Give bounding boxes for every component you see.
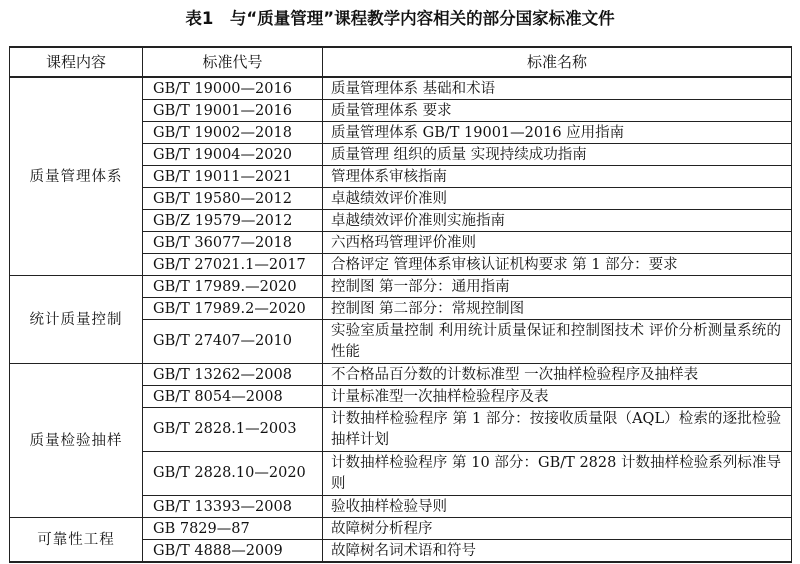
standard-code: GB/T 36077—2018 [143, 232, 323, 254]
table-row [10, 77, 792, 100]
standard-name: 合格评定 管理体系审核认证机构要求 第 1 部分：要求 [323, 254, 792, 276]
standard-code: GB/T 13393—2008 [143, 496, 323, 518]
table-header-row [10, 47, 792, 77]
standard-code: GB/T 19011—2021 [143, 166, 323, 188]
standard-name: 故障树名词术语和符号 [323, 540, 792, 563]
standard-name: 验收抽样检验导则 [323, 496, 792, 518]
standard-name: 故障树分析程序 [323, 518, 792, 540]
standard-code: GB/T 17989.2—2020 [143, 298, 323, 320]
standard-code: GB/T 8054—2008 [143, 386, 323, 408]
standard-name: 计数抽样检验程序 第 10 部分：GB/T 2828 计数抽样检验系列标准导则 [323, 452, 792, 496]
standard-name: 管理体系审核指南 [323, 166, 792, 188]
standard-name: 质量管理体系 基础和术语 [323, 77, 792, 100]
standard-name: 六西格玛管理评价准则 [323, 232, 792, 254]
standard-code: GB 7829—87 [143, 518, 323, 540]
header-standard-name: 标准名称 [323, 47, 792, 77]
table-row [10, 364, 792, 386]
category-cell: 统计质量控制 [10, 276, 143, 364]
table-row [10, 518, 792, 540]
standard-code: GB/T 17989.—2020 [143, 276, 323, 298]
standard-name: 不合格品百分数的计数标准型 一次抽样检验程序及抽样表 [323, 364, 792, 386]
standard-name: 质量管理 组织的质量 实现持续成功指南 [323, 144, 792, 166]
standard-name: 控制图 第二部分：常规控制图 [323, 298, 792, 320]
standard-name: 控制图 第一部分：通用指南 [323, 276, 792, 298]
table-row [10, 276, 792, 298]
standard-code: GB/Z 19579—2012 [143, 210, 323, 232]
standard-name: 质量管理体系 要求 [323, 100, 792, 122]
standard-code: GB/T 19001—2016 [143, 100, 323, 122]
standard-code: GB/T 19004—2020 [143, 144, 323, 166]
standard-code: GB/T 13262—2008 [143, 364, 323, 386]
standard-name: 卓越绩效评价准则实施指南 [323, 210, 792, 232]
standards-table [9, 46, 792, 563]
standard-name: 计量标准型一次抽样检验程序及表 [323, 386, 792, 408]
standard-code: GB/T 2828.1—2003 [143, 408, 323, 452]
category-cell: 可靠性工程 [10, 518, 143, 563]
category-cell: 质量检验抽样 [10, 364, 143, 518]
table-title: 表1 与“质量管理”课程教学内容相关的部分国家标准文件 [185, 9, 615, 28]
standard-name: 卓越绩效评价准则 [323, 188, 792, 210]
category-cell: 质量管理体系 [10, 77, 143, 276]
standard-code: GB/T 2828.10—2020 [143, 452, 323, 496]
standard-code: GB/T 4888—2009 [143, 540, 323, 563]
header-standard-code: 标准代号 [143, 47, 323, 77]
standard-name: 计数抽样检验程序 第 1 部分：按接收质量限（AQL）检索的逐批检验抽样计划 [323, 408, 792, 452]
standard-code: GB/T 27407—2010 [143, 320, 323, 364]
header-course-content: 课程内容 [10, 47, 143, 77]
standard-name: 实验室质量控制 利用统计质量保证和控制图技术 评价分析测量系统的性能 [323, 320, 792, 364]
standard-code: GB/T 27021.1—2017 [143, 254, 323, 276]
standard-code: GB/T 19002—2018 [143, 122, 323, 144]
standard-code: GB/T 19000—2016 [143, 77, 323, 100]
standard-name: 质量管理体系 GB/T 19001—2016 应用指南 [323, 122, 792, 144]
standard-code: GB/T 19580—2012 [143, 188, 323, 210]
